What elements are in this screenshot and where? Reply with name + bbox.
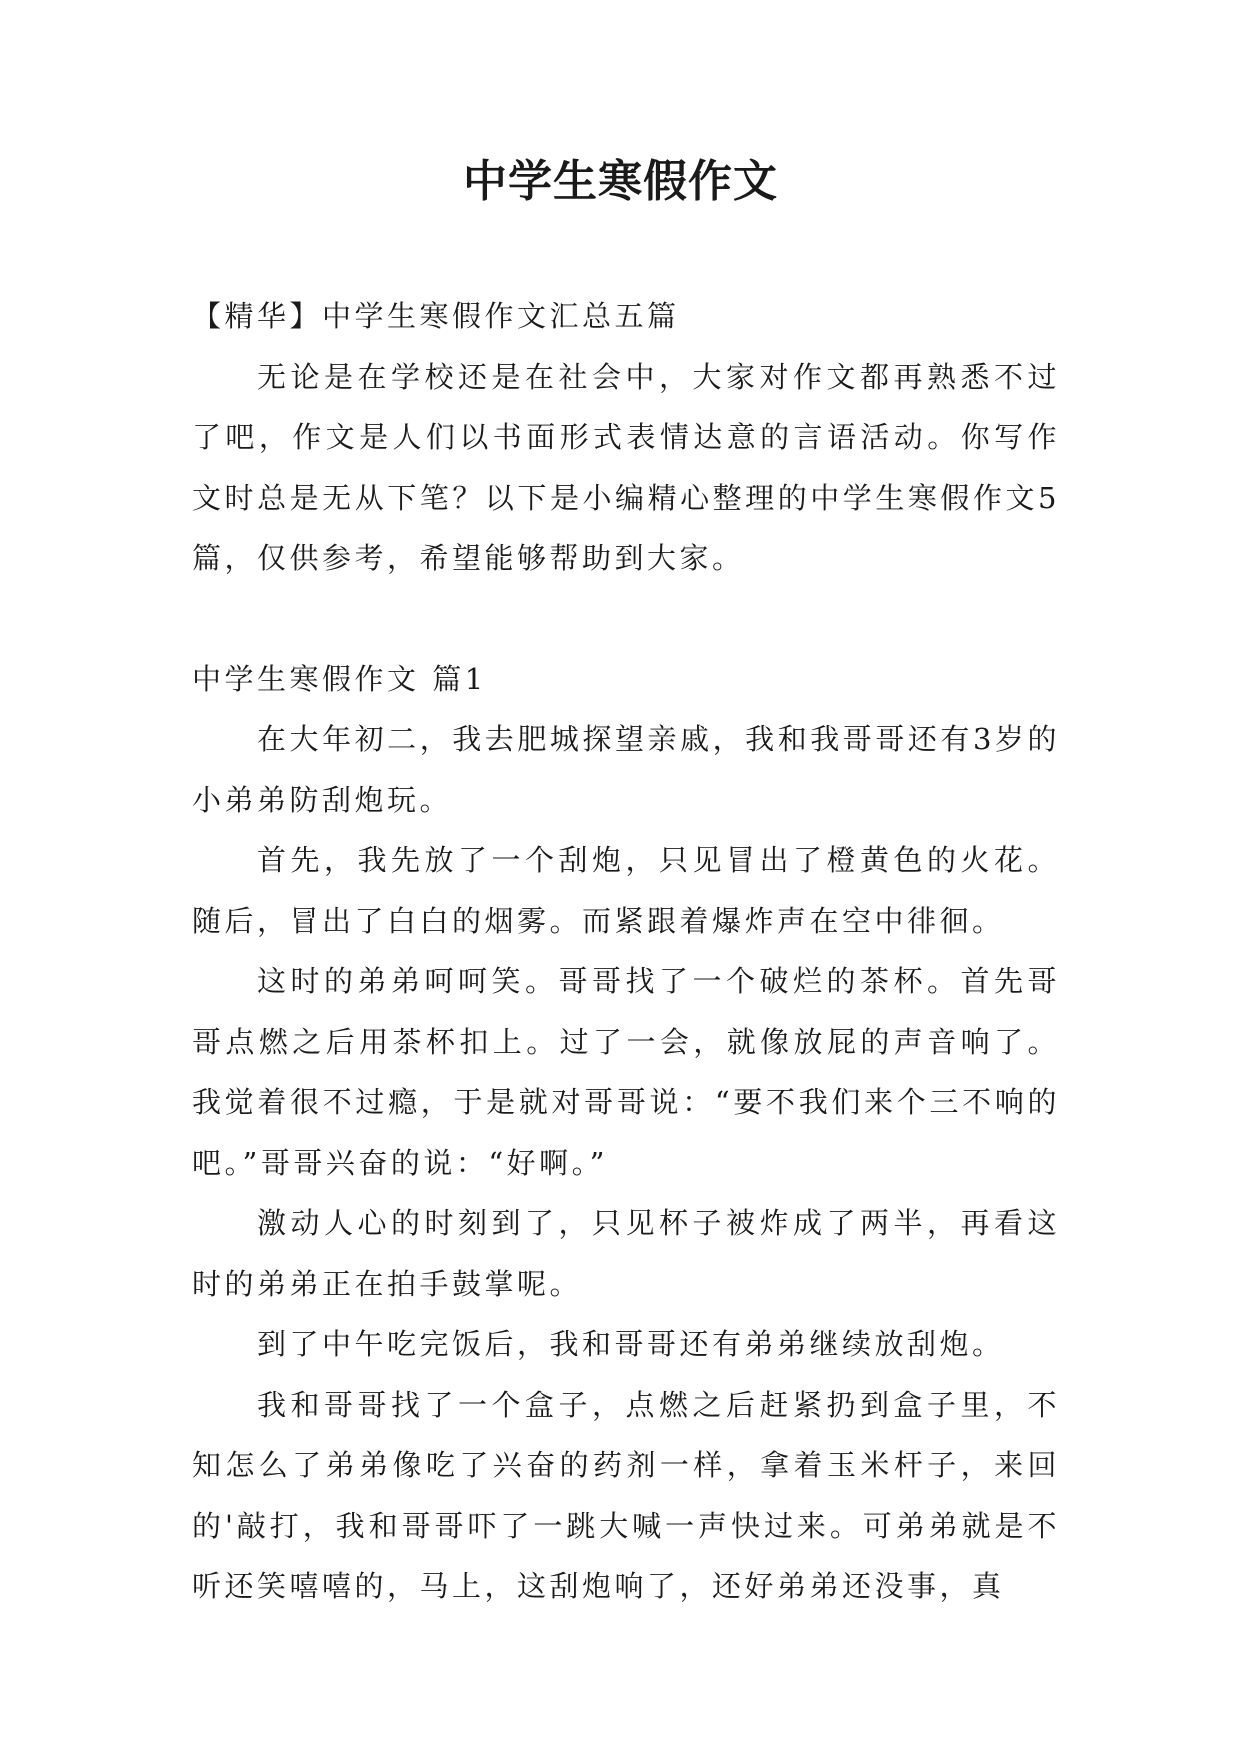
paragraph: 在大年初二，我去肥城探望亲戚，我和我哥哥还有3岁的小弟弟防刮炮玩。 (192, 722, 1060, 817)
paragraph: 这时的弟弟呵呵笑。哥哥找了一个破烂的茶杯。首先哥哥点燃之后用茶杯扣上。过了一会，就像放屁的声音响了。我觉着很不过瘾，于是就对哥哥说：“要不我们来个三不响的吧。”哥哥兴奋的说：“好啊。” (192, 964, 1060, 1180)
paragraph: 首先，我先放了一个刮炮，只见冒出了橙黄色的火花。随后，冒出了白白的烟雾。而紧跟着爆炸声在空中徘徊。 (192, 843, 1060, 938)
document-body (192, 286, 1060, 1617)
document-title: 中学生寒假作文 (463, 156, 778, 207)
document-subtitle: 【精华】中学生寒假作文汇总五篇 (192, 299, 680, 333)
section-heading: 中学生寒假作文 篇1 (192, 661, 487, 696)
paragraph: 我和哥哥找了一个盒子，点燃之后赶紧扔到盒子里，不知怎么了弟弟像吃了兴奋的药剂一样，拿着玉米杆子，来回的'敲打，我和哥哥吓了一跳大喊一声快过来。可弟弟就是不听还笑嘻嘻的，马上，这刮炮响了，还好弟弟还没事，真 (192, 1387, 1060, 1603)
intro-paragraph: 无论是在学校还是在社会中，大家对作文都再熟悉不过了吧，作文是人们以书面形式表情达意的言语活动。你写作文时总是无从下笔？以下是小编精心整理的中学生寒假作文5篇，仅供参考，希望能够帮助到大家。 (192, 359, 1060, 575)
paragraph: 到了中午吃完饭后，我和哥哥还有弟弟继续放刮炮。 (257, 1327, 1005, 1361)
paragraph: 激动人心的时刻到了，只见杯子被炸成了两半，再看这时的弟弟正在拍手鼓掌呢。 (192, 1206, 1060, 1301)
